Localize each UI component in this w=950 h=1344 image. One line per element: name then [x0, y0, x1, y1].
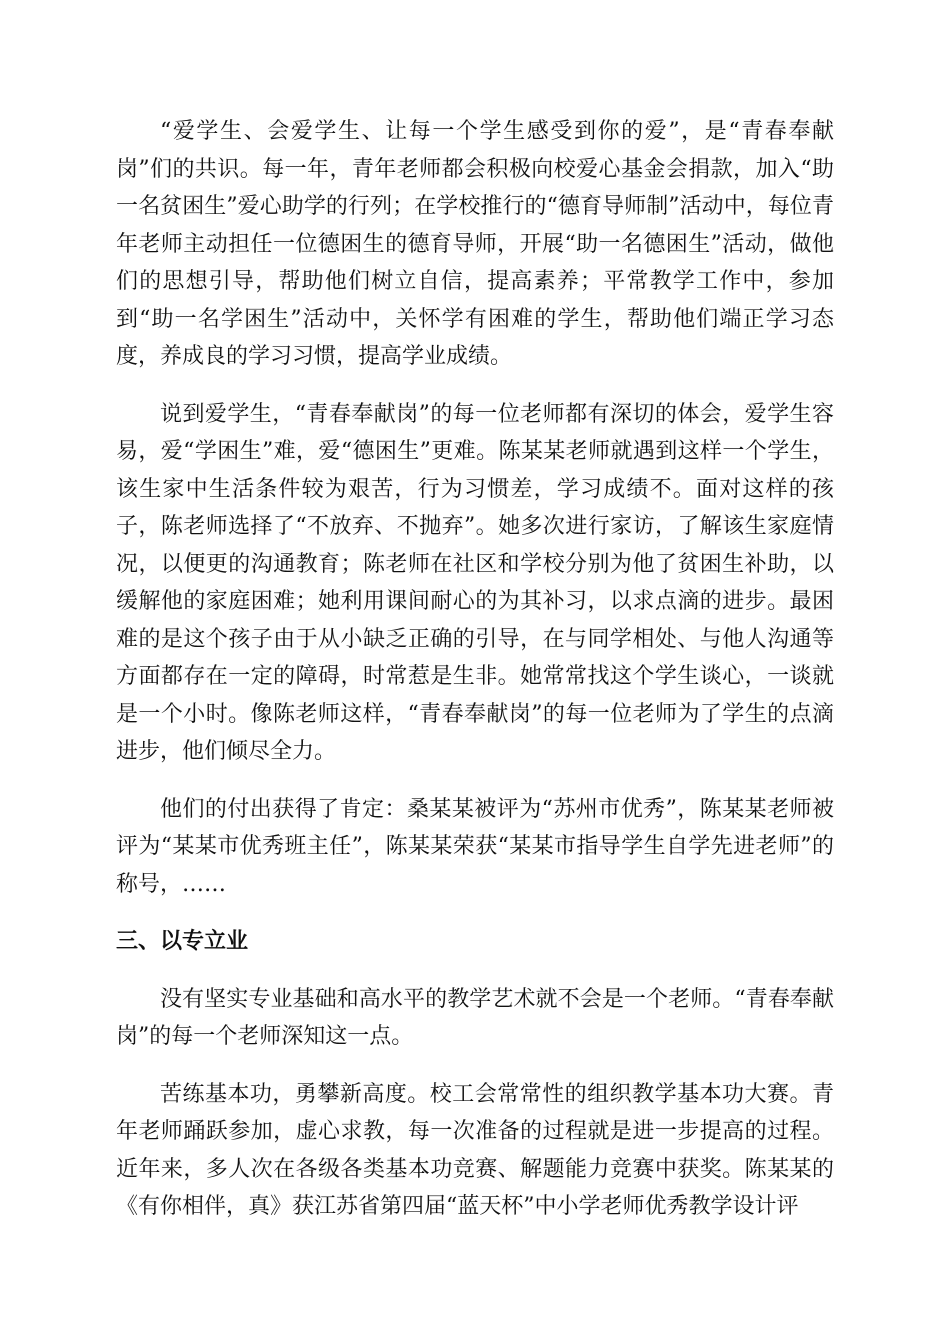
document-page	[116, 113, 834, 1246]
paragraph-professional-foundation: 没有坚实专业基础和高水平的教学艺术就不会是一个老师。“青春奉献岗”的每一个老师深知这一点。	[116, 986, 834, 1049]
paragraph-love-students: “爱学生、会爱学生、让每一个学生感受到你的爱”，是“青春奉献岗”们的共识。每一年，青年老师都会积极向校爱心基金会捐款，加入“助一名贫困生”爱心助学的行列；在学校推行的“德育导师制”活动中，每位青年老师主动担任一位德困生的德育导师，开展“助一名德困生”活动，做他们的思想引导，帮助他们树立自信，提高素养；平常教学工作中，参加到“助一名学困生”活动中，关怀学有困难的学生，帮助他们端正学习态度，养成良的学习习惯，提高学业成绩。	[116, 119, 834, 369]
paragraph-basic-skills: 苦练基本功，勇攀新高度。校工会常常性的组织教学基本功大赛。青年老师踊跃参加，虚心求教，每一次准备的过程就是进一步提高的过程。近年来，多人次在各级各类基本功竞赛、解题能力竞赛中获奖。陈某某的《有你相伴，真》获江苏省第四届“蓝天杯”中小学老师优秀教学设计评	[116, 1081, 834, 1219]
paragraph-honors: 他们的付出获得了肯定：桑某某被评为“苏州市优秀”，陈某某老师被评为“某某市优秀班主任”，陈某某荣获“某某市指导学生自学先进老师”的称号，……	[116, 796, 834, 897]
paragraph-teacher-chen-story: 说到爱学生，“青春奉献岗”的每一位老师都有深切的体会，爱学生容易，爱“学困生”难，爱“德困生”更难。陈某某老师就遇到这样一个学生，该生家中生活条件较为艰苦，行为习惯差，学习成绩不。面对这样的孩子，陈老师选择了“不放弃、不抛弃”。她多次进行家访，了解该生家庭情况，以便更的沟通教育；陈老师在社区和学校分别为他了贫困生补助，以缓解他的家庭困难；她利用课间耐心的为其补习，以求点滴的进步。最困难的是这个孩子由于从小缺乏正确的引导，在与同学相处、与他人沟通等方面都存在一定的障碍，时常惹是生非。她常常找这个学生谈心，一谈就是一个小时。像陈老师这样，“青春奉献岗”的每一位老师为了学生的点滴进步，他们倾尽全力。	[116, 401, 834, 764]
section-heading: 三、以专立业	[116, 928, 249, 954]
